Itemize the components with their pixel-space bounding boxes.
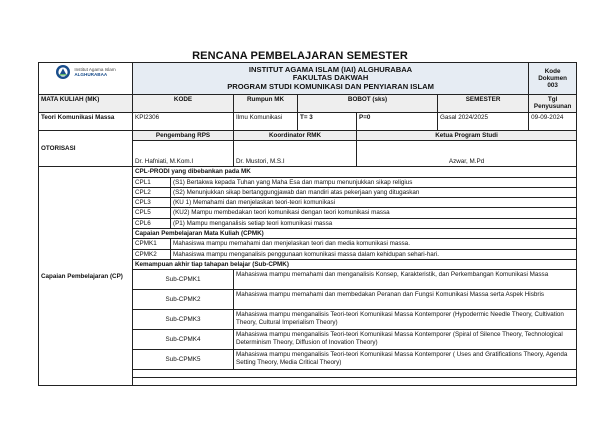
authorization-label-row (39, 131, 577, 141)
document-code-cell (529, 63, 577, 95)
course-code: KPI2306 (133, 113, 234, 131)
authorization-label: OTORISASI (39, 131, 133, 167)
institution-header (133, 63, 529, 95)
header-row (39, 63, 577, 95)
developer-name: Dr. Hafniati, M.Kom.I (135, 158, 194, 165)
date-column-label: Tgl Penyusunan (529, 95, 577, 113)
course-cluster: Ilmu Komunikasi (234, 113, 298, 131)
developer-label: Pengembang RPS (133, 131, 234, 141)
code-column-label: KODE (133, 95, 234, 113)
program-name: PROGRAM STUDI KOMUNIKASI DAN PENYIARAN ISLAM (227, 81, 434, 91)
course-column-label: MATA KULIAH (MK) (39, 95, 133, 113)
cpmk-text: Mahasiswa mampu memahami dan menjelaskan teori dan media komunikasi massa. (171, 239, 577, 249)
document-title: RENCANA PEMBELAJARAN SEMESTER (192, 50, 408, 62)
cpl-code: CPL5 (133, 208, 171, 218)
sub-cpmk-code: Sub-CPMK2 (133, 290, 234, 310)
cpmk-code: CPMK1 (133, 239, 171, 249)
credits-practice: P=0 (357, 113, 438, 131)
cpl-text: (S2) Menunjukkan sikap bertanggungjawab dan mandiri atas pekerjaan yang ditugaskan (171, 187, 577, 197)
sub-cpmk-code: Sub-CPMK4 (133, 330, 234, 350)
coordinator-name: Dr. Mustori, M.S.I (236, 158, 285, 165)
cpl-text: (P1) Mampu menganalisis setiap teori komunikasi massa (171, 218, 577, 228)
cpl-code: CPL6 (133, 218, 171, 228)
cpl-text: (KU2) Mampu membedakan teori komunikasi dengan teori komunikasi massa (171, 208, 577, 218)
cpl-text: (S1) Bertakwa kepada Tuhan yang Maha Esa dan mampu menunjukkan sikap religius (171, 177, 577, 187)
head-name: Azwar, M.Pd (448, 158, 485, 165)
head-signature (357, 141, 577, 167)
cpl-text: (KU 1) Memahami dan menjelaskan teori-teori komunikasi (171, 198, 577, 208)
course-date: 09-09-2024 (529, 113, 577, 131)
column-label-row (39, 95, 577, 113)
sub-cpmk-code: Sub-CPMK1 (133, 270, 234, 290)
institution-logo (55, 64, 115, 80)
credits-theory: T= 3 (298, 113, 357, 131)
cpl-header-row (39, 167, 577, 177)
sub-cpmk-text: Mahasiswa mampu memahami dan membedakan Peranan dan Fungsi Komunikasi Massa serta Aspek Hisbris (234, 290, 577, 310)
logo-line-1: Institut Agama Islam (74, 66, 116, 72)
blank-cell (133, 378, 577, 386)
course-row (39, 113, 577, 131)
logo-cell (39, 63, 133, 95)
course-semester: Gasal 2024/2025 (438, 113, 529, 131)
institute-name: INSTITUT AGAMA ISLAM (IAI) ALGHURABAA (248, 64, 413, 74)
sub-cpmk-header: Kemampuan akhir tiap tahapan belajar (Sub-CPMK) (133, 259, 577, 269)
sub-cpmk-code: Sub-CPMK5 (133, 350, 234, 370)
cpmk-text: Mahasiswa mampu menganalisis penggunaan komunikasi massa dalam kehidupan sehari-hari. (171, 249, 577, 259)
course-name: Teori Komunikasi Massa (39, 113, 133, 131)
logo-emblem-icon (55, 64, 71, 80)
sub-cpmk-text: Mahasiswa mampu menganalisis Teori-teori Komunikasi Massa Kontemporer ( Uses and Gratifications Theory, Agenda Setting Theory, Media Critical Theory) (234, 350, 577, 370)
cpl-header: CPL-PRODI yang dibebankan pada MK (133, 167, 577, 177)
logo-line-2: ALGHURABAA (74, 72, 108, 77)
head-label: Ketua Program Studi (357, 131, 577, 141)
blank-cell (133, 370, 577, 378)
document-code-value: 003 (547, 82, 558, 90)
sub-cpmk-code: Sub-CPMK3 (133, 310, 234, 330)
sub-cpmk-text: Mahasiswa mampu menganalisis Teori-teori Komunikasi Massa Kontemporer (Hypodermic Needle Theory, Cultivation Theory, Cultural Imperialism Theory) (234, 310, 577, 330)
credits-column-label: BOBOT (sks) (298, 95, 438, 113)
coordinator-label: Koordinator RMK (234, 131, 357, 141)
cpl-code: CPL3 (133, 198, 171, 208)
document-code-label: Kode Dokumen (538, 67, 567, 82)
developer-signature (133, 141, 234, 167)
rps-table (38, 62, 577, 386)
coordinator-signature (234, 141, 357, 167)
faculty-name: FAKULTAS DAKWAH (292, 73, 369, 83)
cp-label: Capaian Pembelajaran (CP) (39, 167, 133, 386)
cpmk-header: Capaian Pembelajaran Mata Kuliah (CPMK) (133, 229, 577, 239)
cpl-code: CPL1 (133, 177, 171, 187)
cpl-code: CPL2 (133, 187, 171, 197)
cluster-column-label: Rumpun MK (234, 95, 298, 113)
semester-column-label: SEMESTER (438, 95, 529, 113)
sub-cpmk-text: Mahasiswa mampu memahami dan menganalisis Konsep, Karakteristik, dan Perkembangan Komunikasi Massa (234, 270, 577, 290)
sub-cpmk-text: Mahasiswa mampu menganalisis Teori-teori Komunikasi Massa Kontemporer (Spiral of Silence Theory, Technological Determinism Theory, Diffusion of Inovation Theory) (234, 330, 577, 350)
cpmk-code: CPMK2 (133, 249, 171, 259)
